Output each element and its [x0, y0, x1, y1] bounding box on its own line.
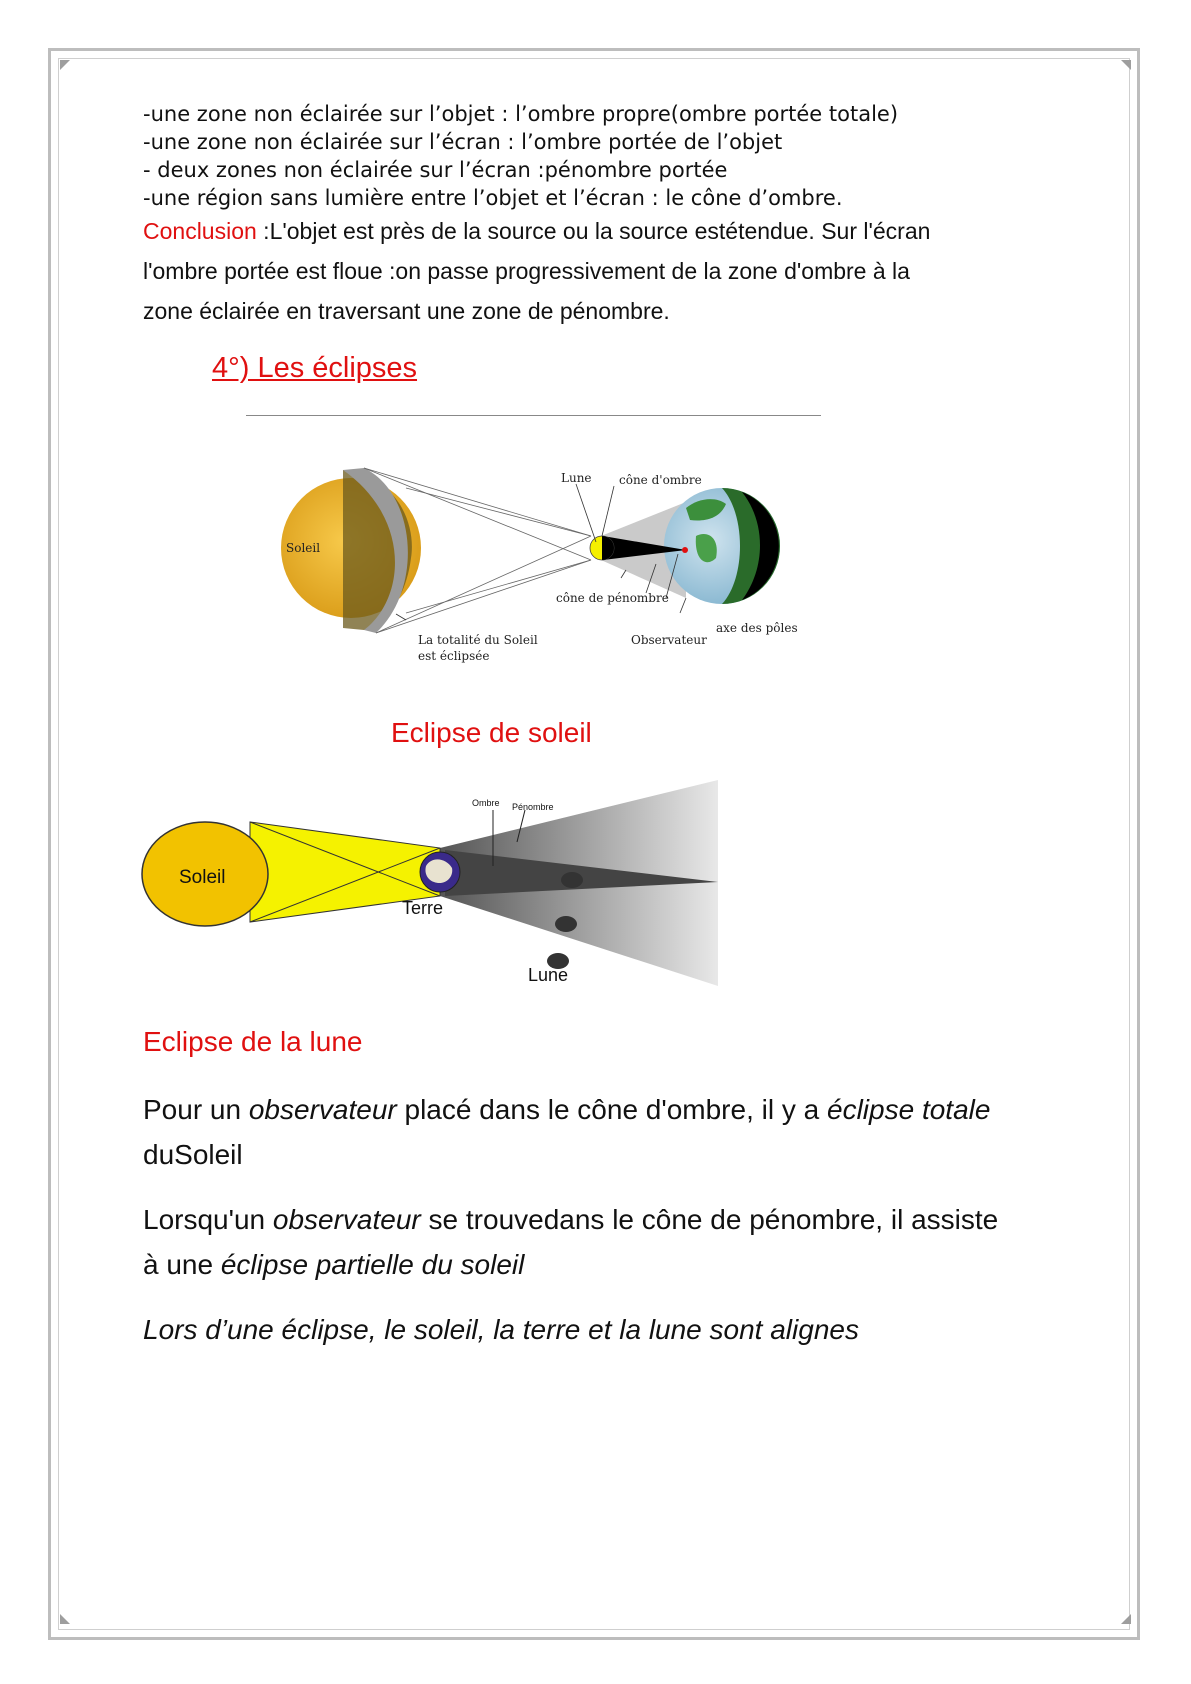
text-run-italic: éclipse partielle du soleil	[220, 1249, 525, 1280]
text-line: - deux zones non éclairée sur l’écran :pénombre portée	[143, 158, 728, 182]
divider	[246, 415, 821, 416]
label-axe-poles: axe des pôles	[716, 621, 798, 635]
text-run: se trouvedans le cône de pénombre, il assiste	[420, 1204, 999, 1235]
solar-eclipse-figure	[246, 418, 821, 680]
text-run: duSoleil	[143, 1139, 243, 1170]
figure-caption: Eclipse de soleil	[391, 717, 592, 748]
paragraph	[143, 1087, 1063, 1177]
text-line: -une zone non éclairée sur l’écran : l’ombre portée de l’objet	[143, 130, 783, 154]
conclusion-line: zone éclairée en traversant une zone de pénombre.	[143, 298, 670, 324]
paragraph	[143, 1197, 1063, 1287]
text-run-italic: éclipse totale	[827, 1094, 991, 1125]
conclusion-line: l'ombre portée est floue :on passe progressivement de la zone d'ombre à la	[143, 258, 910, 284]
text-run: placé dans le cône d'ombre, il y a	[396, 1094, 827, 1125]
corner-ornament	[60, 60, 70, 70]
text-run-italic: observateur	[248, 1094, 397, 1125]
text-run-italic: observateur	[272, 1204, 421, 1235]
moon-sphere	[590, 536, 614, 560]
corner-ornament	[1121, 60, 1131, 70]
label-lune: Lune	[561, 471, 592, 485]
label-penombre: Pénombre	[512, 802, 554, 812]
label-ombre: Ombre	[472, 798, 500, 808]
text-line: -une région sans lumière entre l’objet et l’écran : le cône d’ombre.	[143, 186, 843, 210]
text-line: -une zone non éclairée sur l’objet : l’ombre propre(ombre portée totale)	[143, 102, 899, 126]
conclusion-text: :L'objet est près de la source ou la source estétendue. Sur l'écran	[256, 218, 931, 244]
label-soleil: Soleil	[286, 541, 321, 555]
label-cone-penombre: cône de pénombre	[556, 591, 669, 605]
label-totalite-2: est éclipsée	[418, 649, 490, 663]
lunar-eclipse-figure	[140, 776, 725, 998]
figure-caption: Eclipse de la lune	[143, 1026, 363, 1057]
text-run: à une	[143, 1249, 221, 1280]
section-heading: 4°) Les éclipses	[212, 352, 418, 384]
conclusion-line	[143, 211, 1043, 251]
text-run: Lorsqu'un	[143, 1204, 273, 1235]
label-cone-ombre: cône d'ombre	[619, 473, 702, 487]
label-terre: Terre	[402, 898, 444, 918]
label-lune: Lune	[528, 965, 569, 985]
text-run: Pour un	[143, 1094, 249, 1125]
label-soleil: Soleil	[179, 867, 226, 888]
corner-ornament	[60, 1614, 70, 1624]
observer-dot	[682, 547, 688, 553]
earth-sphere	[664, 488, 780, 604]
paragraph: Lors d’une éclipse, le soleil, la terre et la lune sont alignes	[143, 1314, 859, 1345]
corner-ornament	[1121, 1614, 1131, 1624]
moon-position	[555, 916, 577, 932]
moon-position	[561, 872, 583, 888]
conclusion-label: Conclusion	[143, 218, 257, 244]
label-observateur: Observateur	[631, 633, 707, 647]
label-totalite: La totalité du Soleil	[418, 633, 538, 647]
